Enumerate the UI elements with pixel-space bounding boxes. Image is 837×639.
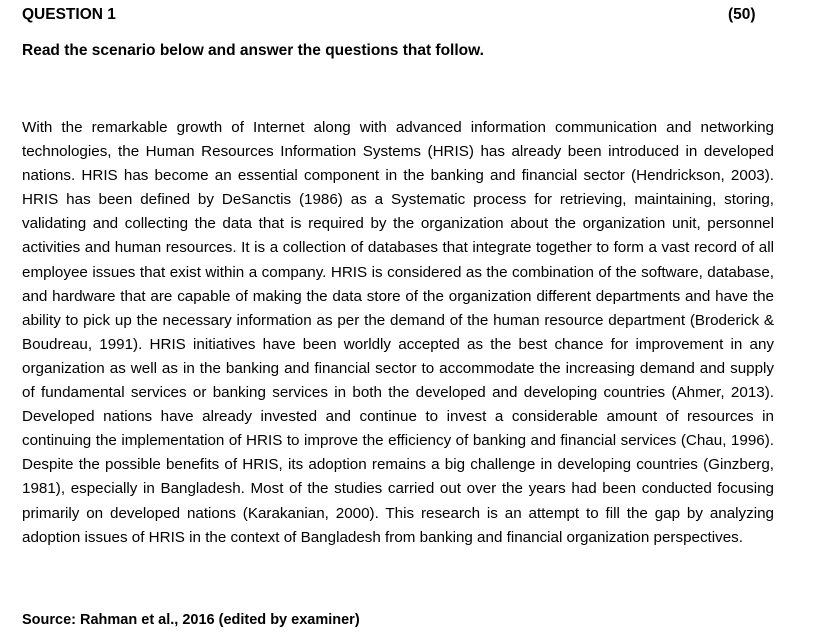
instruction-text: Read the scenario below and answer the questions that follow. <box>22 42 484 59</box>
question-marks: (50) <box>728 6 756 23</box>
question-title: QUESTION 1 <box>22 6 116 23</box>
scenario-paragraph: With the remarkable growth of Internet along with advanced information communication and networking technologies, the Human Resources Information Systems (HRIS) has already been introduced in developed nations. HRIS has become an essential component in the banking and financial sector (Hendrickson, 2003). HRIS has been defined by DeSanctis (1986) as a Systematic process for retrieving, maintaining, storing, validating and collecting the data that is required by the organization about the organization unit, personnel activities and human resources. It is a collection of databases that integrate together to form a vast record of all employee issues that exist within a company. HRIS is considered as the combination of the software, database, and hardware that are capable of making the data store of the organization different departments and have the ability to pick up the necessary information as per the demand of the human resource department (Broderick & Boudreau, 1991). HRIS initiatives have been worldly accepted as the best chance for improvement in any organization as well as in the banking and financial sector to accommodate the increasing demand and supply of fundamental services or banking services in both the developed and developing countries (Ahmer, 2013). Developed nations have already invested and continue to invest a considerable amount of resources in continuing the implementation of HRIS to improve the efficiency of banking and financial services (Chau, 1996). Despite the possible benefits of HRIS, its adoption remains a big challenge in developing countries (Ginzberg, 1981), especially in Bangladesh. Most of the studies carried out over the years had been conducted focusing primarily on developed nations (Karakanian, 2000). This research is an attempt to fill the gap by analyzing adoption issues of HRIS in the context of Bangladesh from banking and financial organization perspectives. <box>22 119 774 546</box>
source-citation: Source: Rahman et al., 2016 (edited by examiner) <box>22 612 360 628</box>
